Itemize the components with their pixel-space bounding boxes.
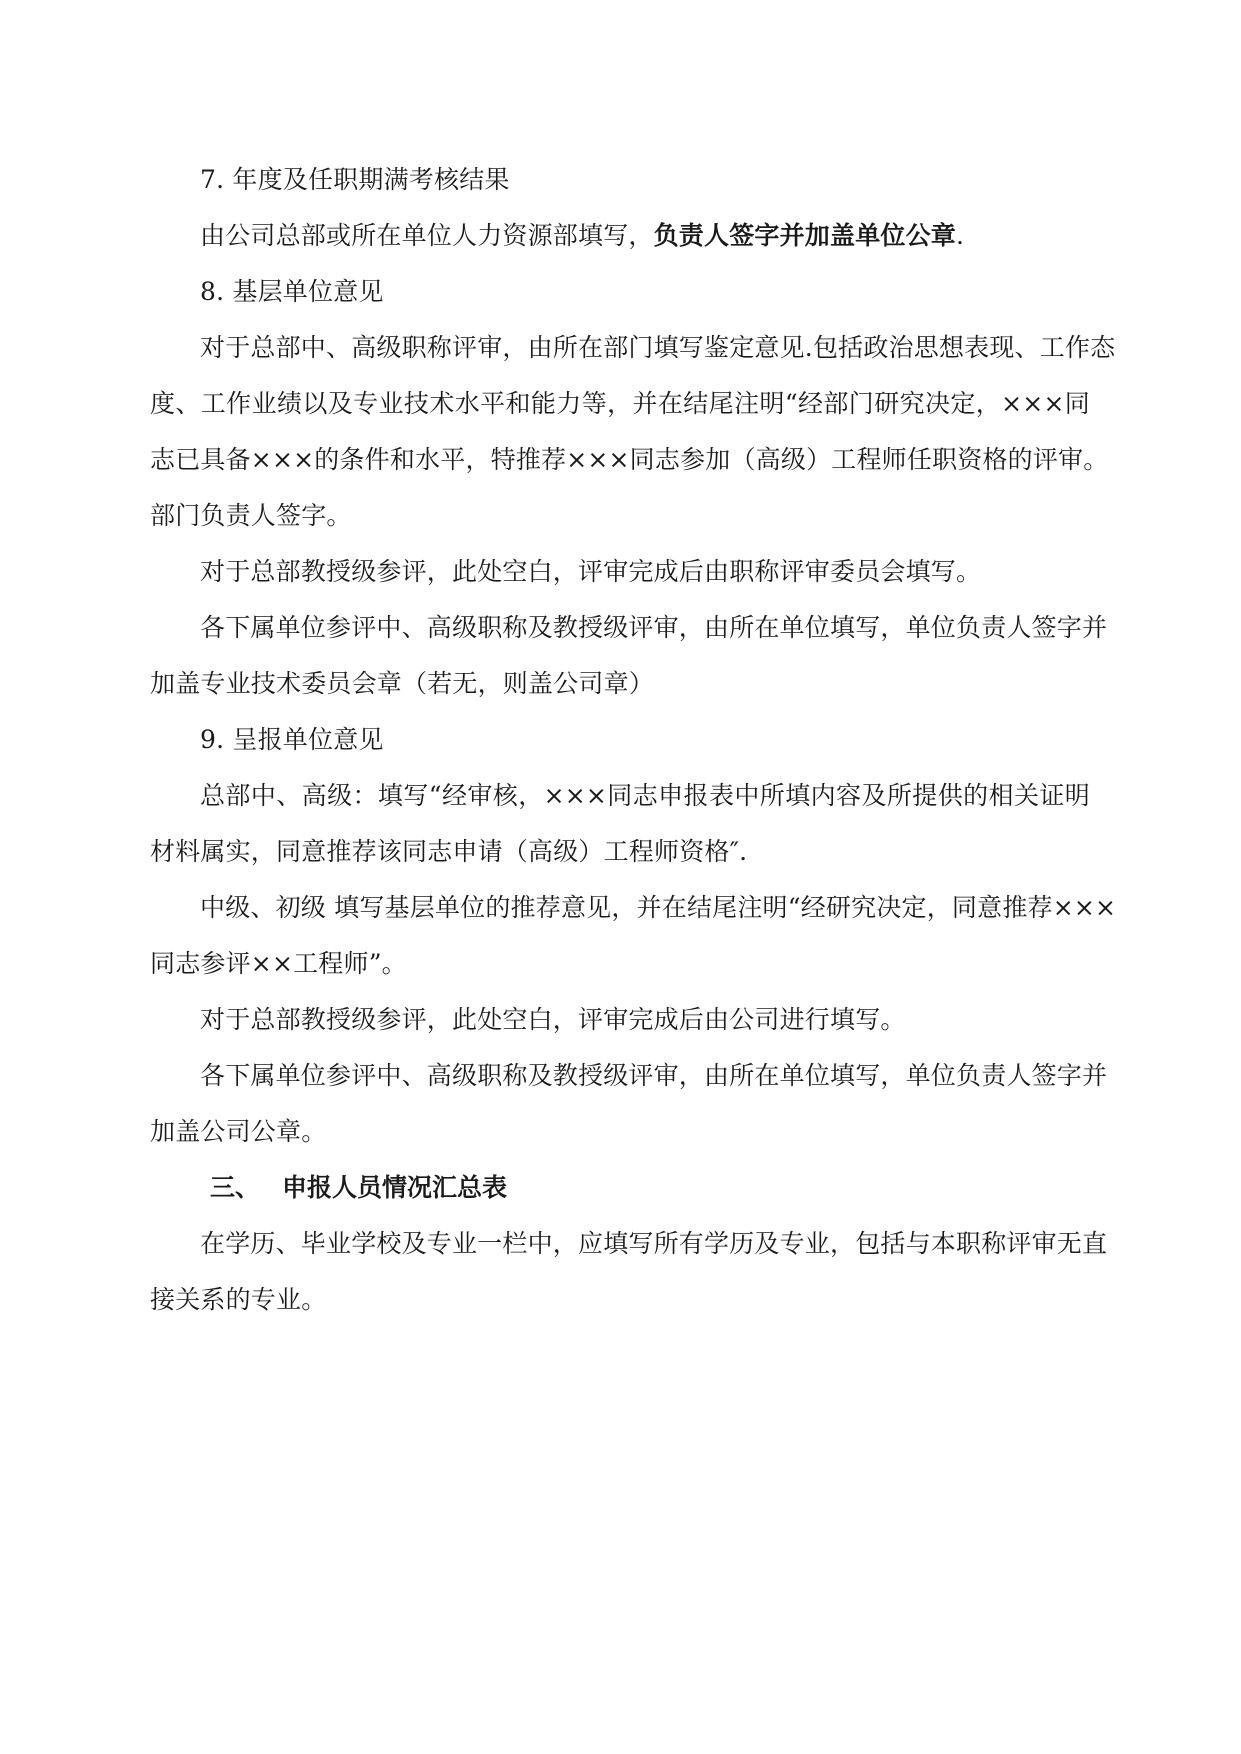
section-7-paragraph [200, 220, 1090, 252]
section-8-p2: 对于总部教授级参评，此处空白，评审完成后由职称评审委员会填写。 [200, 557, 982, 586]
section-7-period: . [956, 221, 965, 250]
section-7-text: 由公司总部或所在单位人力资源部填写， [200, 221, 654, 250]
section-8-p3-line1: 各下属单位参评中、高级职称及教授级评审，由所在单位填写，单位负责人签字并 [200, 613, 1108, 642]
section-3-heading [210, 1172, 507, 1204]
section-8-p1-line1: 对于总部中、高级职称评审，由所在部门填写鉴定意见.包括政治思想表现、工作态 [200, 333, 1116, 362]
section-9-p2-line1: 中级、初级 填写基层单位的推荐意见，并在结尾注明“经研究决定，同意推荐××× [200, 893, 1117, 922]
section-3-number: 三、 [210, 1173, 261, 1202]
section-8-p1-line3: 志已具备×××的条件和水平，特推荐×××同志参加（高级）工程师任职资格的评审。 [150, 445, 1109, 474]
section-9-p2-line2: 同志参评××工程师”。 [150, 949, 407, 978]
section-7-bold-text: 负责人签字并加盖单位公章 [653, 221, 957, 250]
section-3-p1-line2: 接关系的专业。 [150, 1285, 327, 1314]
section-9-title: 9. 呈报单位意见 [200, 725, 384, 754]
section-8-p1-line2: 度、工作业绩以及专业技术水平和能力等，并在结尾注明“经部门研究决定，×××同 [150, 389, 1090, 418]
section-9-p1-line2: 材料属实，同意推荐该同志申请（高级）工程师资格″. [150, 837, 748, 866]
section-3-title: 申报人员情况汇总表 [282, 1173, 508, 1202]
section-9-p1-line1: 总部中、高级：填写“经审核，×××同志申报表中所填内容及所提供的相关证明 [200, 781, 1090, 810]
section-9-p4-line2: 加盖公司公章。 [150, 1117, 327, 1146]
section-7-title: 7. 年度及任职期满考核结果 [200, 165, 510, 194]
section-8-title: 8. 基层单位意见 [200, 277, 384, 306]
section-9-p4-line1: 各下属单位参评中、高级职称及教授级评审，由所在单位填写，单位负责人签字并 [200, 1061, 1108, 1090]
section-9-p3: 对于总部教授级参评，此处空白，评审完成后由公司进行填写。 [200, 1005, 906, 1034]
section-8-p1-line4: 部门负责人签字。 [150, 501, 352, 530]
section-8-p3-line2: 加盖专业技术委员会章（若无，则盖公司章） [150, 669, 655, 698]
section-3-p1-line1: 在学历、毕业学校及专业一栏中，应填写所有学历及专业，包括与本职称评审无直 [200, 1229, 1108, 1258]
